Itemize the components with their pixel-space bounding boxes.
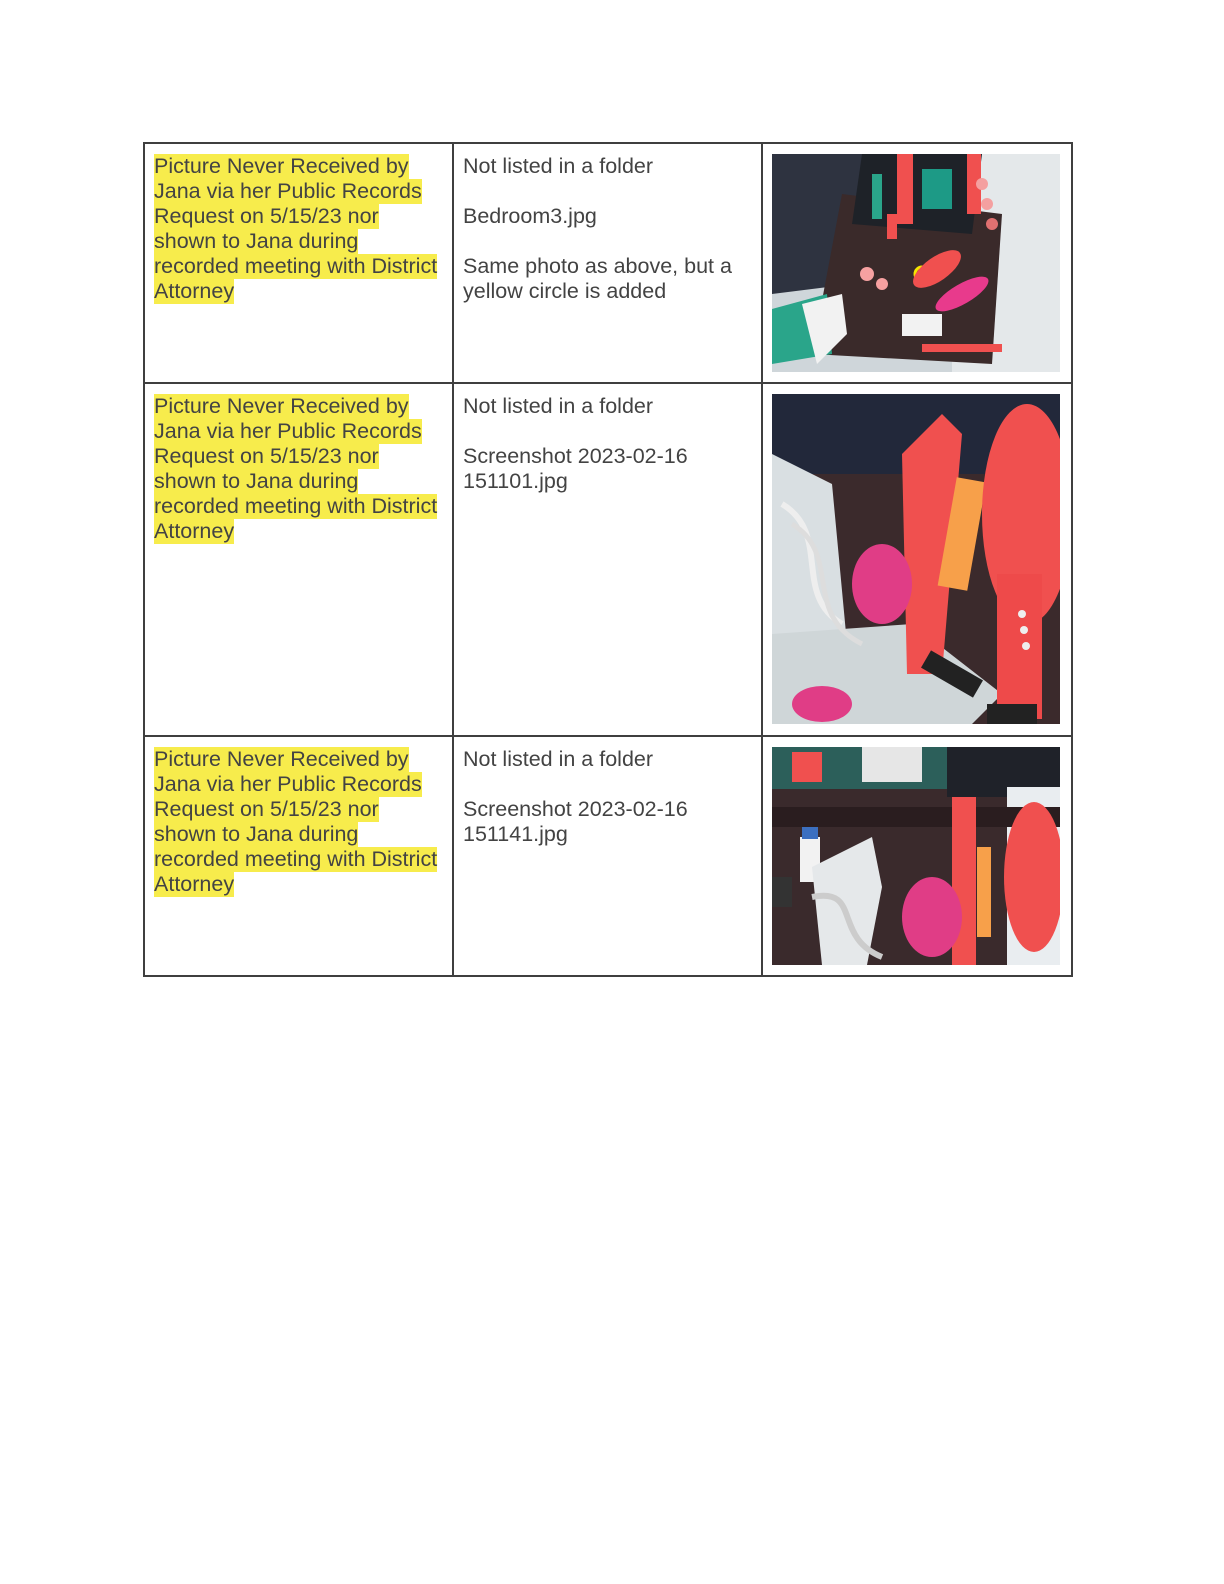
note-cell [144,383,453,736]
folder-status: Not listed in a folder [463,154,654,178]
highlighted-note-line: Attorney [154,519,235,543]
highlighted-note-line: recorded meeting with District [154,254,438,278]
file-info-cell [453,383,762,736]
folder-status: Not listed in a folder [463,394,654,418]
highlighted-note-line: Picture Never Received by [154,394,409,418]
file-name: Bedroom3.jpg [463,204,597,228]
hair-tools-closeup-photo [772,394,1060,724]
photo-cell [762,383,1072,736]
evidence-table [143,142,1073,977]
highlighted-note-line: Jana via her Public Records [154,419,422,443]
highlighted-note-line: Picture Never Received by [154,747,409,771]
photo-cell [762,143,1072,383]
highlighted-note-line: Request on 5/15/23 nor [154,797,379,821]
file-name-line: Screenshot 2023-02-16 [463,444,688,468]
highlighted-note-line: Attorney [154,279,235,303]
highlighted-note-line: Request on 5/15/23 nor [154,204,379,228]
highlighted-note-line: Jana via her Public Records [154,179,422,203]
highlighted-note-line: Attorney [154,872,235,896]
highlighted-note-line: Picture Never Received by [154,154,409,178]
extra-note-line: Same photo as above, but a [463,254,732,278]
file-info-cell [453,736,762,976]
folder-status: Not listed in a folder [463,747,654,771]
note-cell [144,143,453,383]
hair-tools-dresser-photo [772,747,1060,965]
highlighted-note-line: shown to Jana during [154,822,359,846]
highlighted-note-line: Jana via her Public Records [154,772,422,796]
highlighted-note-line: shown to Jana during [154,469,359,493]
vanity-photo [772,154,1060,372]
highlighted-note-line: Request on 5/15/23 nor [154,444,379,468]
extra-note-line: yellow circle is added [463,279,667,303]
highlighted-note-line: shown to Jana during [154,229,359,253]
file-info-cell [453,143,762,383]
file-name-line: Screenshot 2023-02-16 [463,797,688,821]
file-name-line: 151101.jpg [463,469,568,493]
highlighted-note-line: recorded meeting with District [154,494,438,518]
file-name-line: 151141.jpg [463,822,568,846]
table-row [144,736,1072,976]
highlighted-note-line: recorded meeting with District [154,847,438,871]
table-row [144,143,1072,383]
note-cell [144,736,453,976]
photo-cell [762,736,1072,976]
table-row [144,383,1072,736]
